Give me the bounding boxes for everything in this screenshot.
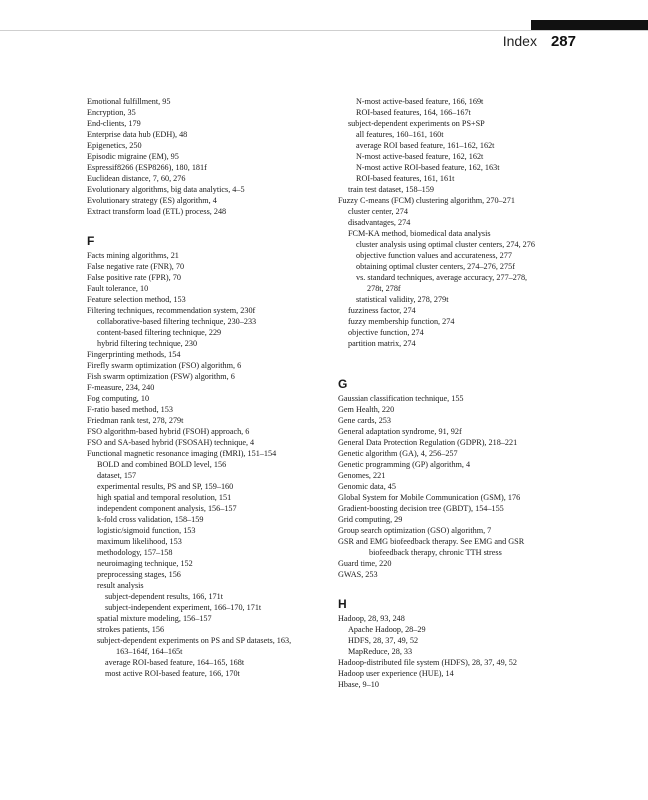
index-entry: objective function, 274	[348, 328, 424, 337]
index-entry: objective function values and accurateness, 277	[356, 251, 512, 260]
index-entry: Genomes, 221	[338, 471, 386, 480]
index-entry: HDFS, 28, 37, 49, 52	[348, 636, 419, 645]
index-entry: disadvantages, 274	[348, 218, 411, 227]
index-entry: maximum likelihood, 153	[97, 537, 182, 546]
index-entry: GWAS, 253	[338, 570, 378, 579]
index-entry: N-most active-based feature, 166, 169t	[356, 97, 484, 106]
index-entry: subject-dependent experiments on PS and SP datasets, 163,	[97, 636, 292, 645]
index-entry: MapReduce, 28, 33	[348, 647, 413, 656]
index-entry: content-based filtering technique, 229	[97, 328, 222, 337]
index-entry: hybrid filtering technique, 230	[97, 339, 198, 348]
index-entry: Gaussian classification technique, 155	[338, 394, 464, 403]
index-entry: Evolutionary strategy (ES) algorithm, 4	[87, 196, 217, 205]
index-entry: cluster center, 274	[348, 207, 408, 216]
index-letter-heading: F	[87, 234, 95, 248]
index-entry: Firefly swarm optimization (FSO) algorithm, 6	[87, 361, 242, 370]
index-entry: General adaptation syndrome, 91, 92f	[338, 427, 462, 436]
index-entry: Euclidean distance, 7, 60, 276	[87, 174, 186, 183]
index-entry: subject-independent experiment, 166–170, 171t	[105, 603, 262, 612]
index-entry: F-measure, 234, 240	[87, 383, 155, 392]
index-entry: Genetic programming (GP) algorithm, 4	[338, 460, 471, 469]
index-entry: result analysis	[97, 581, 144, 590]
index-entry: strokes patients, 156	[97, 625, 165, 634]
header-rule	[0, 30, 648, 31]
index-entry: Hadoop, 28, 93, 248	[338, 614, 405, 623]
index-entry: FSO algorithm-based hybrid (FSOH) approach, 6	[87, 427, 250, 436]
index-entry: spatial mixture modeling, 156–157	[97, 614, 212, 623]
index-entry: Global System for Mobile Communication (GSM), 176	[338, 493, 521, 502]
index-entry: Hadoop-distributed file system (HDFS), 28, 37, 49, 52	[338, 658, 517, 667]
index-entry: fuzzy membership function, 274	[348, 317, 455, 326]
index-entry: vs. standard techniques, average accuracy, 277–278,	[356, 273, 528, 282]
index-entry: Fingerprinting methods, 154	[87, 350, 181, 359]
index-entry: Epigenetics, 250	[87, 141, 142, 150]
index-entry: Genomic data, 45	[338, 482, 396, 491]
index-entry: Functional magnetic resonance imaging (fMRI), 151–154	[87, 449, 277, 458]
index-letter-heading: G	[338, 377, 348, 391]
index-entry: experimental results, PS and SP, 159–160	[97, 482, 234, 491]
index-entry: ROI-based features, 164, 166–167t	[356, 108, 471, 117]
index-entry: Hadoop user experience (HUE), 14	[338, 669, 454, 678]
index-entry: Episodic migraine (EM), 95	[87, 152, 179, 161]
index-entry: high spatial and temporal resolution, 151	[97, 493, 232, 502]
index-entry: independent component analysis, 156–157	[97, 504, 237, 513]
index-entry: General Data Protection Regulation (GDPR), 218–221	[338, 438, 518, 447]
index-entry: methodology, 157–158	[97, 548, 173, 557]
index-entry: most active ROI-based feature, 166, 170t	[105, 669, 240, 678]
index-entry: Extract transform load (ETL) process, 248	[87, 207, 227, 216]
index-entry: Group search optimization (GSO) algorithm, 7	[338, 526, 492, 535]
index-entry: Gene cards, 253	[338, 416, 391, 425]
running-head	[503, 33, 576, 53]
index-entry: N-most active ROI-based feature, 162, 163t	[356, 163, 500, 172]
index-entry: Fog computing, 10	[87, 394, 150, 403]
index-entry: Fuzzy C-means (FCM) clustering algorithm, 270–271	[338, 196, 515, 205]
index-entry: Grid computing, 29	[338, 515, 403, 524]
index-entry: Genetic algorithm (GA), 4, 256–257	[338, 449, 458, 458]
index-entry: obtaining optimal cluster centers, 274–276, 275f	[356, 262, 515, 271]
index-entry: all features, 160–161, 160t	[356, 130, 444, 139]
index-entry: Filtering techniques, recommendation system, 230f	[87, 306, 256, 315]
index-entry: collaborative-based filtering technique, 230–233	[97, 317, 257, 326]
index-entry: FSO and SA-based hybrid (FSOSAH) technique, 4	[87, 438, 255, 447]
index-entry: FCM-KA method, biomedical data analysis	[348, 229, 491, 238]
index-entry: Enterprise data hub (EDH), 48	[87, 130, 188, 139]
index-entry: 278t, 278f	[367, 284, 401, 293]
index-entry: subject-dependent results, 166, 171t	[105, 592, 224, 601]
index-entry: Emotional fulfillment, 95	[87, 97, 171, 106]
index-entry: Encryption, 35	[87, 108, 136, 117]
index-entry: N-most active-based feature, 162, 162t	[356, 152, 484, 161]
index-entry: False positive rate (FPR), 70	[87, 273, 181, 282]
index-entry: neuroimaging technique, 152	[97, 559, 193, 568]
index-entry: average ROI based feature, 161–162, 162t	[356, 141, 495, 150]
index-entry: partition matrix, 274	[348, 339, 416, 348]
header-bar-decoration	[531, 20, 648, 30]
index-column-left	[87, 96, 367, 679]
index-entry: False negative rate (FNR), 70	[87, 262, 185, 271]
index-column-right	[338, 96, 618, 690]
index-entry: ROI-based features, 161, 161t	[356, 174, 455, 183]
index-entry: Apache Hadoop, 28–29	[348, 625, 426, 634]
index-entry: cluster analysis using optimal cluster centers, 274, 276	[356, 240, 535, 249]
index-entry: Facts mining algorithms, 21	[87, 251, 179, 260]
index-entry: fuzziness factor, 274	[348, 306, 416, 315]
index-entry: BOLD and combined BOLD level, 156	[97, 460, 227, 469]
index-letter-heading: H	[338, 597, 347, 611]
index-entry: preprocessing stages, 156	[97, 570, 181, 579]
index-entry: Feature selection method, 153	[87, 295, 186, 304]
index-entry: average ROI-based feature, 164–165, 168t	[105, 658, 245, 667]
index-entry: GSR and EMG biofeedback therapy. See EMG and GSR	[338, 537, 525, 546]
spacer	[338, 349, 618, 360]
index-entry: subject-dependent experiments on PS+SP	[348, 119, 485, 128]
index-entry: Fish swarm optimization (FSW) algorithm, 6	[87, 372, 235, 381]
index-entry: biofeedback therapy, chronic TTH stress	[369, 548, 502, 557]
index-entry: Friedman rank test, 278, 279t	[87, 416, 184, 425]
index-entry: Evolutionary algorithms, big data analytics, 4–5	[87, 185, 245, 194]
index-entry: Gradient-boosting decision tree (GBDT), 154–155	[338, 504, 504, 513]
index-entry: 163–164f, 164–165t	[116, 647, 183, 656]
index-entry: Hbase, 9–10	[338, 680, 379, 689]
index-entry: Guard time, 220	[338, 559, 392, 568]
page-number: 287	[550, 33, 576, 50]
index-entry: F-ratio based method, 153	[87, 405, 173, 414]
section-title: Index	[502, 33, 537, 49]
index-entry: logistic/sigmoid function, 153	[97, 526, 196, 535]
index-entry: Gem Health, 220	[338, 405, 395, 414]
index-entry: End-clients, 179	[87, 119, 141, 128]
index-entry: train test dataset, 158–159	[348, 185, 434, 194]
index-entry: Fault tolerance, 10	[87, 284, 149, 293]
index-entry: dataset, 157	[97, 471, 137, 480]
index-entry: statistical validity, 278, 279t	[356, 295, 449, 304]
index-entry: k-fold cross validation, 158–159	[97, 515, 204, 524]
index-entry: Espressif8266 (ESP8266), 180, 181f	[87, 163, 207, 172]
